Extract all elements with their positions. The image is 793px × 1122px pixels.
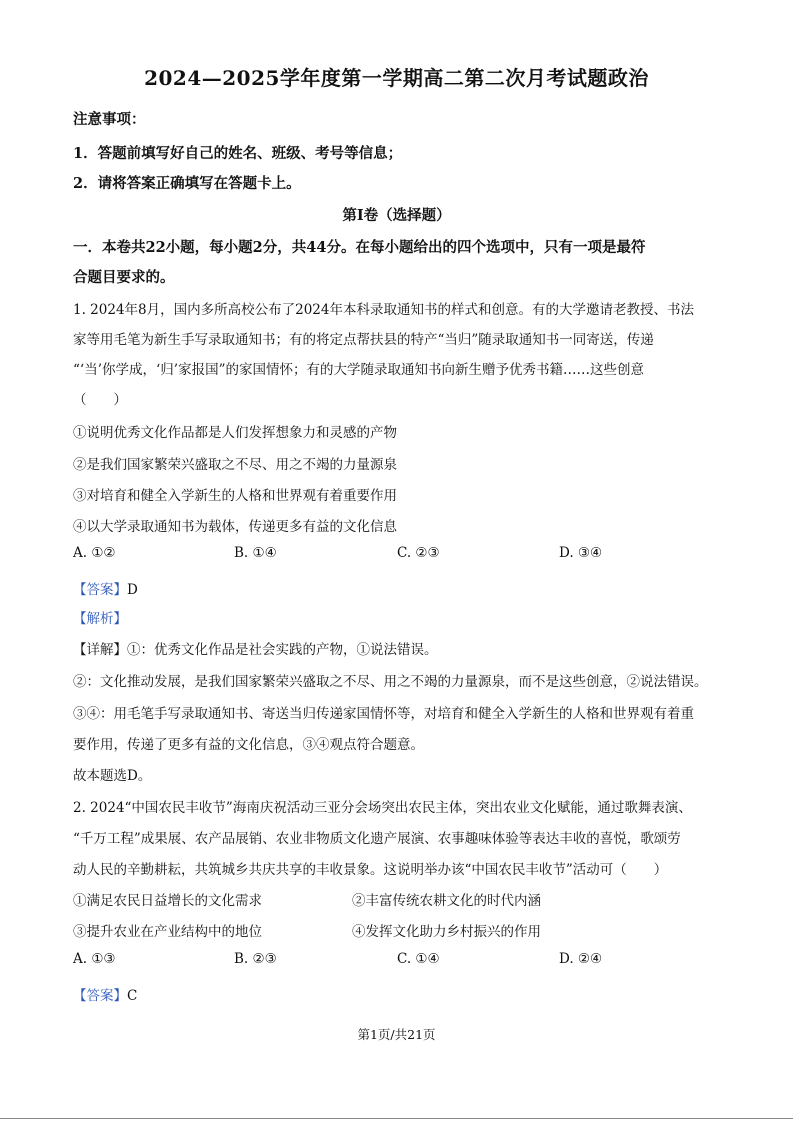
statement: ④以大学录取通知书为载体，传递更多有益的文化信息 xyxy=(73,519,397,535)
question-stem-line: 动人民的辛勤耕耘，共筑城乡共庆共享的丰收景象。这说明举办该“中国农民丰收节”活动可（ ） xyxy=(73,862,668,878)
question-stem-line: 1. 2024年8月，国内多所高校公布了2024年本科录取通知书的样式和创意。有的大学邀请老教授、书法 xyxy=(73,302,694,318)
statement: ②丰富传统农耕文化的时代内涵 xyxy=(352,893,541,909)
section-instruction: 合题目要求的。 xyxy=(73,269,175,286)
question-stem-line: “千万工程”成果展、农产品展销、农业非物质文化遗产展演、农事趣味体验等表达丰收的喜悦，歌颂劳 xyxy=(73,831,681,847)
option-b: B. ①④ xyxy=(234,545,277,561)
option-c: C. ①④ xyxy=(397,951,440,967)
detail-line: ③④：用毛笔手写录取通知书、寄送当归传递家国情怀等，对培育和健全入学新生的人格和世界观有着重 xyxy=(73,706,694,722)
detail-tag: 【详解】 xyxy=(73,642,127,658)
question-stem-line: 家等用毛笔为新生手写录取通知书；有的将定点帮扶县的特产“当归”随录取通知书一同寄送，传递 xyxy=(73,332,654,348)
section-instruction: 一．本卷共22小题，每小题2分，共44分。在每小题给出的四个选项中，只有一项是最符 xyxy=(73,239,646,256)
detail-line: 要作用，传递了更多有益的文化信息，③④观点符合题意。 xyxy=(73,737,424,753)
option-d: D. ②④ xyxy=(559,951,603,967)
option-d: D. ③④ xyxy=(559,545,603,561)
analysis-tag: 【解析】 xyxy=(73,611,127,627)
question-stem-line: “‘当’你学成，‘归’家报国”的家国情怀；有的大学随录取通知书向新生赠予优秀书籍……这些创意 xyxy=(73,362,644,378)
option-a: A. ①② xyxy=(73,545,116,561)
option-a: A. ①③ xyxy=(73,951,116,967)
statement: ④发挥文化助力乡村振兴的作用 xyxy=(352,924,541,940)
bottom-divider xyxy=(0,1118,793,1119)
statement: ①说明优秀文化作品都是人们发挥想象力和灵感的产物 xyxy=(73,425,397,441)
detail-text: ①：优秀文化作品是社会实践的产物，①说法错误。 xyxy=(127,642,438,658)
detail-line xyxy=(73,638,438,658)
page-title: 2024—2025学年度第一学期高二第二次月考试题政治 xyxy=(144,66,649,90)
note-item: 1．答题前填写好自己的姓名、班级、考号等信息； xyxy=(73,145,403,162)
statement: ②是我们国家繁荣兴盛取之不尽、用之不竭的力量源泉 xyxy=(73,457,397,473)
notes-heading: 注意事项： xyxy=(73,111,146,128)
option-c: C. ②③ xyxy=(397,545,440,561)
statement: ③对培育和健全入学新生的人格和世界观有着重要作用 xyxy=(73,488,397,504)
page-number: 第1页/共21页 xyxy=(357,1027,436,1042)
question-stem-line: （ ） xyxy=(73,392,127,408)
option-b: B. ②③ xyxy=(234,951,277,967)
question-stem-line: 2. 2024“中国农民丰收节”海南庆祝活动三亚分会场突出农民主体，突出农业文化赋能，通过歌舞表演、 xyxy=(73,800,692,816)
note-item: 2．请将答案正确填写在答题卡上。 xyxy=(73,175,301,192)
statement: ①满足农民日益增长的文化需求 xyxy=(73,893,262,909)
answer-tag: 【答案】 xyxy=(73,582,127,598)
detail-line: ②：文化推动发展，是我们国家繁荣兴盛取之不尽、用之不竭的力量源泉，而不是这些创意，②说法错误。 xyxy=(73,674,708,690)
statement: ③提升农业在产业结构中的地位 xyxy=(73,924,262,940)
answer-value: D xyxy=(127,582,138,598)
answer-line xyxy=(73,578,138,598)
conclusion: 故本题选D。 xyxy=(73,768,152,784)
answer-line xyxy=(73,984,137,1004)
answer-tag: 【答案】 xyxy=(73,988,127,1004)
answer-value: C xyxy=(127,988,138,1004)
section-title: 第Ⅰ卷（选择题） xyxy=(342,207,451,224)
